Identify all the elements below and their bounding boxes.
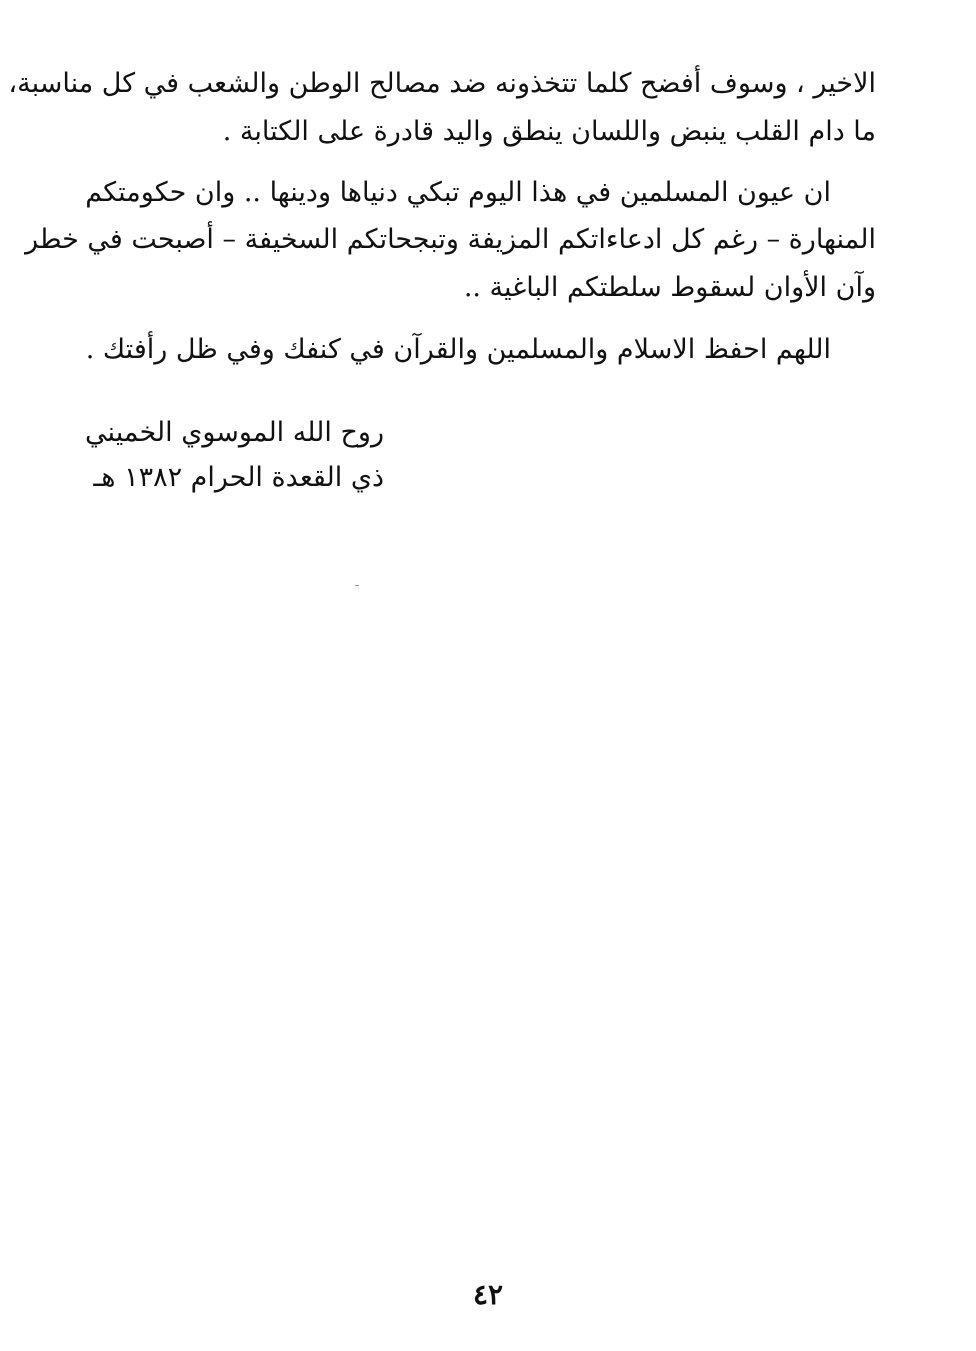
paragraph-1-line-1: الاخير ، وسوف أفضح كلما تتخذونه ضد مصالح الوطن والشعب في كل مناسبة، — [8, 68, 876, 99]
signature-name: روح الله الموسوي الخميني — [85, 417, 384, 448]
paragraph-2-line-2: المنهارة – رغم كل ادعاءاتكم المزيفة وتبجحاتكم السخيفة – أصبحت في خطر — [25, 224, 876, 255]
signature-date: ذي القعدة الحرام ١٣٨٢ هـ — [93, 462, 384, 493]
paragraph-1-line-2: ما دام القلب ينبض واللسان ينطق واليد قادرة على الكتابة . — [222, 116, 876, 147]
paragraph-2-line-1: ان عيون المسلمين في هذا اليوم تبكي دنياها ودينها .. وان حكومتكم — [85, 177, 831, 208]
page-mark — [355, 585, 359, 586]
page-number: ٤٢ — [472, 1278, 504, 1311]
paragraph-2-line-3: وآن الأوان لسقوط سلطتكم الباغية .. — [463, 272, 876, 303]
paragraph-3-line-1: اللهم احفظ الاسلام والمسلمين والقرآن في كنفك وفي ظل رأفتك . — [85, 334, 831, 365]
